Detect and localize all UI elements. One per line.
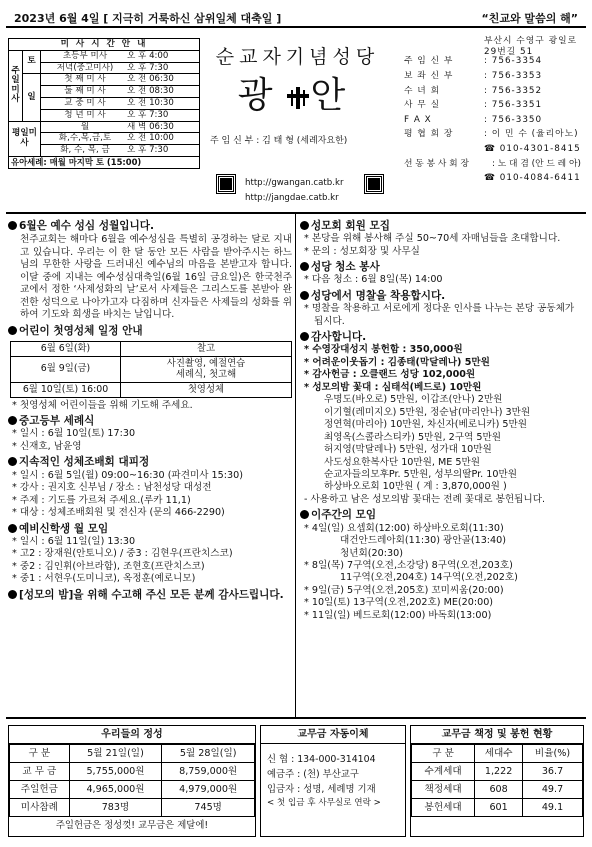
right-column <box>300 217 584 622</box>
list: * 일시 : 6월 11일(일) 13:30 * 고2 : 장재원(안토니오) / 중3 : 김현우(프란치스코) * 중2 : 김인휘(아브라함), 조현호(프란치스코) * 중1 : 서현우(도미니코), 옥정훈(예로니모) <box>12 535 233 585</box>
mass-schedule-table <box>8 38 200 169</box>
transfer-title: 교무금 자동이체 <box>261 726 405 744</box>
ledger-title: 교무금 책정 및 봉헌 현황 <box>411 726 583 744</box>
contact-row: 평 협 회 장 : 이 민 수 (율리아노) <box>404 129 579 140</box>
section-heading: 성모회 회원 모집 <box>300 220 584 233</box>
bullet-icon <box>8 326 17 335</box>
bullet-icon <box>8 457 17 466</box>
url-gwangan[interactable]: http://gwangan.catb.kr <box>245 178 344 188</box>
list: * 본당을 위해 봉사해 주실 50~70세 자매님들을 초대합니다. * 문의 : 성모회장 및 사무실 <box>304 233 561 257</box>
masthead <box>205 38 390 208</box>
schedule-row: 초등부 미사 오 후 4:00 <box>41 50 200 62</box>
church-subtitle: 순교자기념성당 <box>215 46 380 68</box>
bullet-icon <box>300 332 309 341</box>
section-heading: 6월은 예수 성심 성월입니다. <box>8 220 292 233</box>
offering-box <box>8 725 256 837</box>
contact-row: ☎ 010-4084-6411 <box>484 173 581 184</box>
depositor-rule: 입금자 : 성명, 세례명 기재 <box>267 784 376 796</box>
contact-row: 주 임 신 부 : 756-3354 <box>404 56 543 67</box>
schedule-row: 둘 째 미 사 오 전 08:30 <box>41 86 200 98</box>
schedule-row: 월 새 벽 06:30 <box>41 121 200 133</box>
bullet-icon <box>300 262 309 271</box>
first-communion-table: 6월 6일(화) 찰고 6월 9일(금) 사진촬영, 예절연습 세례식, 첫고해 6월 10일(토) 16:00 첫영성체 <box>10 341 292 398</box>
schedule-row: 청 년 미 사 오 후 7:30 <box>41 109 200 121</box>
contact-note: < 첫 입금 후 사무실로 연락 > <box>267 798 381 809</box>
section-heading: 성당에서 명찰을 착용합시다. <box>300 290 584 303</box>
offering-table: 구 분 5월 21일(일) 5월 28일(일) 교 무 금 5,755,000원 8,759,000원 주일헌금 4,965,000원 4,979,000원 미사참례 783명 745명 <box>9 744 255 817</box>
note: * 첫영성체 어린이들을 위해 기도해 주세요. <box>12 399 193 411</box>
thanks-list: * 수영장대성지 봉헌함 : 350,000원 * 어려운이웃돕기 : 김종태(막달레나) 5만원 * 감사헌금 : 오클랜드 성당 102,000원 * 성모의밤 꽃대 : 심태석(베드로) 10만원 우명도(바오로) 5만원, 이갑조(안나) 2만원 이기혈(레미지오) 5만원, 정순남(마리안나) 3만원 정연혁(마리아) 10만원, 차신자(베로니카) 5만원 최영옥(스콜라스티카) 5만원, 2구역 5만원 허지영(막달레나) 5만원, 성가대 10만원 사도성요한복사단 10만원, ME 5만원 순교자들의모후Pr. 5만원, 성부의딸Pr. 10만원 하상바오로회 10만원 ( 계 : 3,870,000원 ) - 사용하고 남은 성모의밤 꽃대는 전례 꽃대로 봉헌됩니다. <box>304 344 546 505</box>
year-motto: “친교와 말씀의 해” <box>481 12 578 25</box>
bank-account: 신 협 : 134-000-314104 <box>267 754 376 765</box>
contact-row: 선 동 봉 사 회 장 : 노 대 겸 (안 드 레 아) <box>404 158 581 169</box>
meetings-list: * 4일(일) 요셉회(12:00) 하상바오로회(11:30) 대건안드레아회(11:30) 광안골(13:40) 청년회(20:30) * 8일(목) 7구역(오전,소강당) 8구역(오전,203호) 11구역(오전,204호) 14구역(오전,202호) * 9일(금) 5구역(오전,205호) 꼬미씨움(20:00) * 10일(토) 13구역(오전,202호) ME(20:00) * 11일(일) 베드로회(12:00) 바독회(13:00) <box>304 522 518 621</box>
schedule-row: 화, 수, 목, 금 오 후 7:30 <box>41 145 200 157</box>
schedule-row: 교 중 미 사 오 전 10:30 <box>41 97 200 109</box>
cross-emblem-icon <box>285 85 311 111</box>
weekday-mass-label: 평일미사 <box>9 121 41 156</box>
schedule-row: 화,수,목,금,토 오 전 10:00 <box>41 133 200 145</box>
ledger-box <box>410 725 584 837</box>
bullet-icon <box>300 510 309 519</box>
section-heading: 지속적인 성체조배회 대피정 <box>8 456 292 469</box>
auto-transfer-box <box>260 725 406 837</box>
section-heading: 예비신학생 월 모임 <box>8 523 292 536</box>
section-heading: [성모의 밤]을 위해 수고해 주신 모든 분께 감사드립니다. <box>8 589 292 602</box>
sun-label: 일 <box>23 74 41 121</box>
list: * 다음 청소 : 6월 8일(목) 14:00 <box>304 274 443 286</box>
ledger-table: 구 분 세대수 비율(%) 수계세대 1,222 36.7 책정세대 608 49.7 봉헌세대 601 49.1 <box>411 744 583 817</box>
issue-date: 2023년 6월 4일 [ 지극히 거룩하신 삼위일체 대축일 ] <box>14 12 282 25</box>
finance-section <box>6 717 586 839</box>
contact-row: F A X : 756-3350 <box>404 114 543 125</box>
bullet-icon <box>8 524 17 533</box>
section-heading: 이주간의 모임 <box>300 509 584 522</box>
offering-note: 주일헌금은 정성껏! 교무금은 제달에! <box>55 820 209 831</box>
contact-panel <box>404 36 586 186</box>
bullet-icon <box>300 221 309 230</box>
section-heading: 어린이 첫영성체 일정 안내 <box>8 325 292 338</box>
section-heading: 성당 청소 봉사 <box>300 261 584 274</box>
offering-title: 우리들의 정성 <box>9 726 255 744</box>
qr-code-icon <box>365 175 383 193</box>
bullet-icon <box>8 590 17 599</box>
contact-row: 보 좌 신 부 : 756-3353 <box>404 70 543 81</box>
header-bar <box>6 10 586 28</box>
contact-row: 사 무 실 : 756-3351 <box>404 100 543 111</box>
contact-row: ☎ 010-4301-8415 <box>484 143 581 154</box>
column-divider <box>295 214 296 717</box>
sat-label: 토 <box>23 50 41 74</box>
news-columns <box>6 212 586 715</box>
list: * 일시 : 6월 10일(토) 17:30 * 신재호, 남윤영 <box>12 428 136 452</box>
account-holder: 예금주 : (천) 부산교구 <box>267 769 359 781</box>
qr-code-icon <box>217 175 235 193</box>
schedule-row: 첫 째 미 사 오 전 06:30 <box>41 74 200 86</box>
contact-row: 부산시 수영구 광일로29번길 51 <box>484 36 578 58</box>
sunday-mass-label: 주일미사 <box>9 50 23 121</box>
bullet-icon <box>300 291 309 300</box>
contact-row: 수 녀 회 : 756-3352 <box>404 85 543 96</box>
bullet-icon <box>8 416 17 425</box>
url-jangdae[interactable]: http://jangdae.catb.kr <box>245 193 339 203</box>
list: * 명찰을 착용하고 서로에게 정다운 인사를 나누는 본당 공동체가 됩시다. <box>304 303 575 327</box>
section-heading: 중고등부 세례식 <box>8 415 292 428</box>
schedule-title: 미 사 시 간 안 내 <box>9 39 200 51</box>
schedule-row: 저녁(중고미사) 오 후 7:30 <box>41 62 200 74</box>
infant-baptism-note: 유아세례: 매월 마지막 토 (15:00) <box>9 156 200 168</box>
pastor-line: 주 임 신 부 : 김 태 형 (세례자요한) <box>210 136 348 146</box>
sacred-heart-text: 천주교회는 해마다 6월을 예수성심을 특별히 공경하는 달로 지내고 있습니다. 우리는 이 한 달 동안 모든 사람을 받아주시는 하느님의 무한한 사랑을 드러내신 예수님의 마음을 본받고자 합니다. 이달 중에 지내는 예수성심대축일(6월 16일 금요일)은 한국천주교에서 정한 ‘사제성화의 날’로서 사제들은 그리스도를 본받아 완전한 성덕으로 나아가고자 다짐하며 신자들은 사제들의 성화를 위하여 기도와 희생을 바치는 날입니다. <box>20 234 292 321</box>
left-column <box>8 217 292 602</box>
list: * 일시 : 6월 5일(월) 09:00~16:30 (파견미사 15:30) * 강사 : 권지호 신부님 / 장소 : 남천성당 대성전 * 주제 : 기도를 가르쳐 주세요.(루카 11,1) * 대상 : 성체조배회원 및 전신자 (문의 466-2290) <box>12 469 243 519</box>
section-heading: 감사합니다. <box>300 331 584 344</box>
church-name: 광 안 <box>237 75 358 116</box>
bullet-icon <box>8 221 17 230</box>
